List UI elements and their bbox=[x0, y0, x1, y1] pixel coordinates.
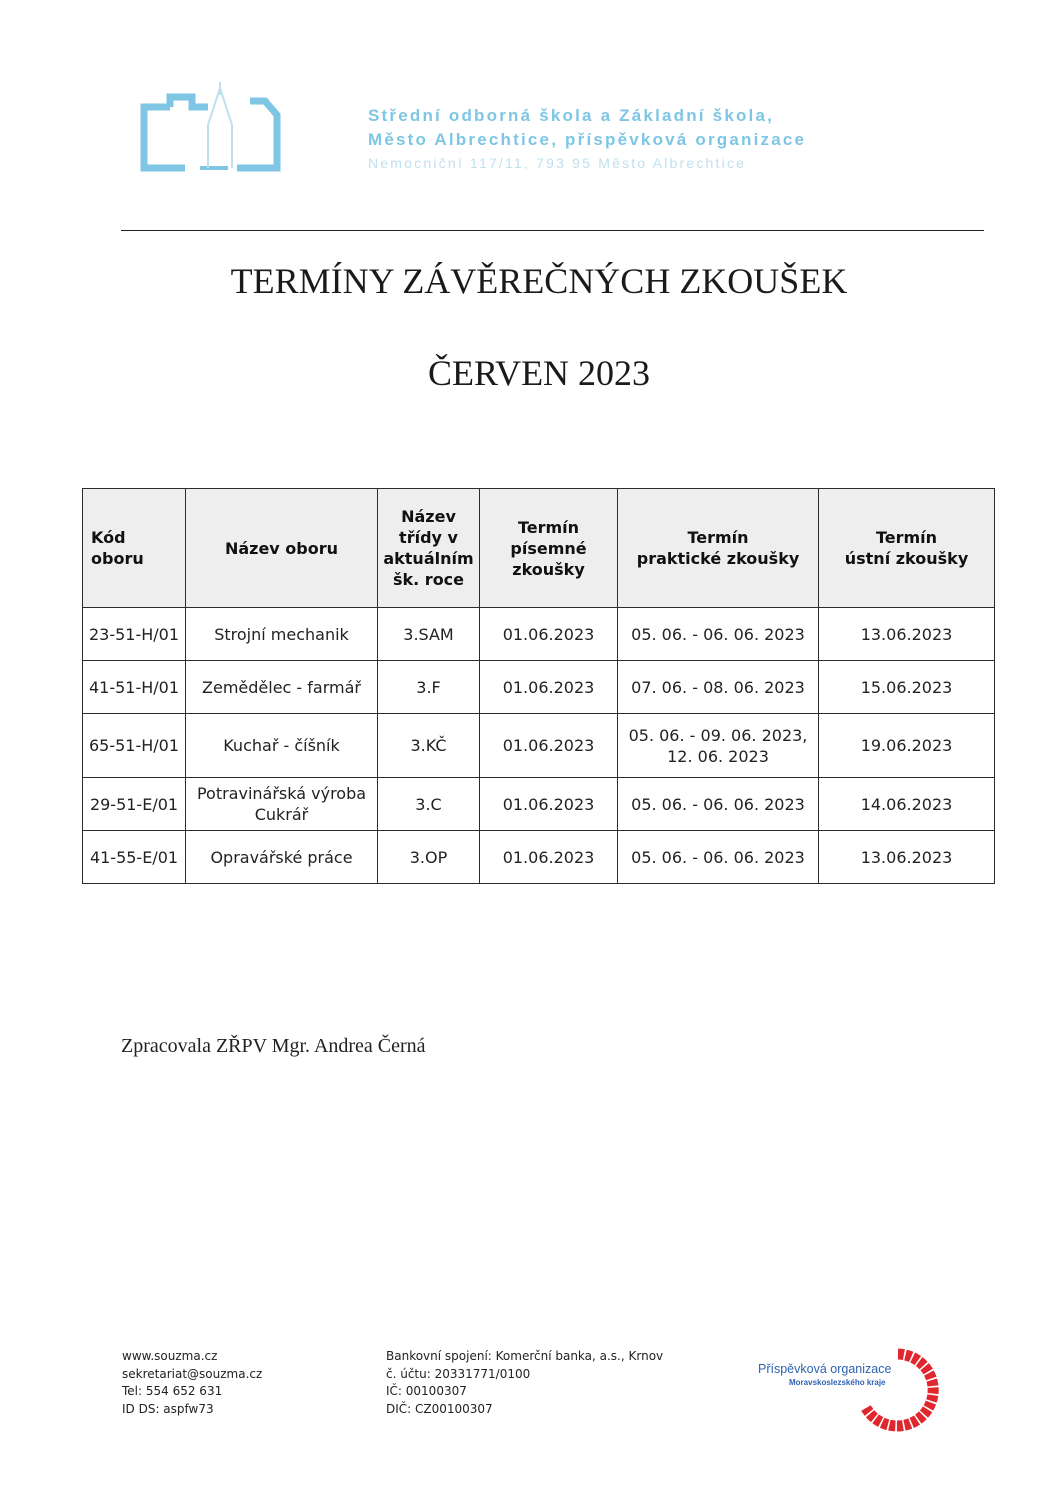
cell-field-code: 23-51-H/01 bbox=[83, 608, 186, 661]
region-badge bbox=[758, 1350, 943, 1430]
cell-class-name: 3.F bbox=[378, 661, 480, 714]
text-line: Kód bbox=[91, 528, 126, 547]
prepared-by-note: Zpracovala ZŘPV Mgr. Andrea Černá bbox=[121, 1035, 426, 1057]
cell-class-name: 3.KČ bbox=[378, 714, 480, 778]
text-line: 05. 06. - 09. 06. 2023, bbox=[628, 725, 808, 745]
cell-written-exam-date: 01.06.2023 bbox=[480, 608, 618, 661]
table-row bbox=[83, 778, 995, 831]
header-field-name bbox=[186, 489, 378, 608]
header-field-code bbox=[83, 489, 186, 608]
cell-field-name bbox=[186, 831, 378, 884]
table-row bbox=[83, 714, 995, 778]
school-name-line1: Střední odborná škola a Základní škola, bbox=[368, 106, 775, 125]
exam-schedule-table bbox=[82, 488, 995, 884]
text-line: Název bbox=[401, 507, 456, 526]
text-line: DIČ: CZ00100307 bbox=[386, 1401, 493, 1416]
text-line: IČ: 00100307 bbox=[386, 1384, 467, 1398]
text-line: praktické zkoušky bbox=[636, 549, 800, 568]
footer-contact bbox=[122, 1348, 262, 1418]
text-line: Tel: 554 652 631 bbox=[122, 1384, 223, 1398]
header-oral-exam bbox=[819, 489, 995, 608]
cell-oral-exam-date: 19.06.2023 bbox=[819, 714, 995, 778]
text-line: Termín bbox=[517, 517, 580, 537]
cell-field-code: 41-51-H/01 bbox=[83, 661, 186, 714]
text-line: 05. 06. - 06. 06. 2023 bbox=[631, 847, 805, 867]
cell-practical-exam-dates bbox=[618, 714, 819, 778]
text-line: 07. 06. - 08. 06. 2023 bbox=[631, 677, 805, 697]
cell-field-name bbox=[186, 714, 378, 778]
cell-oral-exam-date: 13.06.2023 bbox=[819, 831, 995, 884]
text-line: www.souzma.cz bbox=[122, 1349, 218, 1363]
cell-oral-exam-date: 14.06.2023 bbox=[819, 778, 995, 831]
text-line: ústní zkoušky bbox=[844, 549, 969, 568]
page-title: TERMÍNY ZÁVĚREČNÝCH ZKOUŠEK bbox=[230, 261, 848, 301]
header-class-name bbox=[378, 489, 480, 608]
text-line: písemné bbox=[510, 538, 587, 558]
cell-written-exam-date: 01.06.2023 bbox=[480, 661, 618, 714]
text-line: Potravinářská výroba bbox=[196, 784, 367, 803]
text-line: Termín bbox=[687, 528, 749, 547]
table-row bbox=[83, 661, 995, 714]
text-line: oboru bbox=[91, 549, 144, 568]
footer-bank-info bbox=[386, 1348, 663, 1418]
header-written-exam bbox=[480, 489, 618, 608]
text-line: aktuálním bbox=[383, 549, 474, 568]
cell-written-exam-date: 01.06.2023 bbox=[480, 778, 618, 831]
school-address: Nemocniční 117/11, 793 95 Město Albrechtice bbox=[368, 155, 747, 171]
text-line: třídy v bbox=[399, 528, 458, 547]
cell-practical-exam-dates bbox=[618, 661, 819, 714]
text-line: 05. 06. - 06. 06. 2023 bbox=[631, 794, 805, 814]
table-row bbox=[83, 608, 995, 661]
cell-practical-exam-dates bbox=[618, 778, 819, 831]
school-name-line2: Město Albrechtice, příspěvková organizace bbox=[368, 130, 807, 149]
text-line: 12. 06. 2023 bbox=[667, 746, 769, 766]
cell-field-code: 29-51-E/01 bbox=[83, 778, 186, 831]
text-line: Název oboru bbox=[224, 538, 339, 558]
text-line: Zemědělec - farmář bbox=[202, 677, 361, 697]
cell-field-name bbox=[186, 661, 378, 714]
cell-practical-exam-dates bbox=[618, 608, 819, 661]
cell-class-name: 3.C bbox=[378, 778, 480, 831]
cell-field-name bbox=[186, 778, 378, 831]
table-row bbox=[83, 831, 995, 884]
region-logo-icon bbox=[856, 1348, 940, 1432]
table-header-row bbox=[83, 489, 995, 608]
text-line: zkoušky bbox=[512, 559, 585, 579]
cell-field-code: 41-55-E/01 bbox=[83, 831, 186, 884]
school-header bbox=[368, 104, 806, 174]
text-line: Cukrář bbox=[254, 805, 309, 824]
text-line: č. účtu: 20331771/0100 bbox=[386, 1366, 531, 1381]
cell-field-code: 65-51-H/01 bbox=[83, 714, 186, 778]
cell-practical-exam-dates bbox=[618, 831, 819, 884]
text-line: Bankovní spojení: Komerční banka, a.s., Krnov bbox=[386, 1349, 664, 1363]
badge-line2: Moravskoslezského kraje bbox=[789, 1378, 886, 1387]
cell-written-exam-date: 01.06.2023 bbox=[480, 714, 618, 778]
cell-field-name bbox=[186, 608, 378, 661]
page-subtitle: ČERVEN 2023 bbox=[427, 353, 651, 393]
badge-line1: Příspěvková organizace bbox=[758, 1362, 892, 1376]
cell-oral-exam-date: 13.06.2023 bbox=[819, 608, 995, 661]
text-line: Strojní mechanik bbox=[214, 624, 349, 644]
cell-oral-exam-date: 15.06.2023 bbox=[819, 661, 995, 714]
header-practical-exam bbox=[618, 489, 819, 608]
school-logo-icon bbox=[140, 80, 285, 180]
text-line: sekretariat@souzma.cz bbox=[122, 1366, 263, 1381]
cell-written-exam-date: 01.06.2023 bbox=[480, 831, 618, 884]
cell-class-name: 3.OP bbox=[378, 831, 480, 884]
text-line: Termín bbox=[875, 528, 938, 547]
text-line: Opravářské práce bbox=[210, 847, 353, 867]
text-line: Kuchař - číšník bbox=[223, 736, 340, 755]
text-line: 05. 06. - 06. 06. 2023 bbox=[631, 624, 805, 644]
text-line: šk. roce bbox=[392, 570, 465, 589]
header-divider bbox=[121, 230, 984, 231]
cell-class-name: 3.SAM bbox=[378, 608, 480, 661]
text-line: ID DS: aspfw73 bbox=[122, 1401, 214, 1416]
